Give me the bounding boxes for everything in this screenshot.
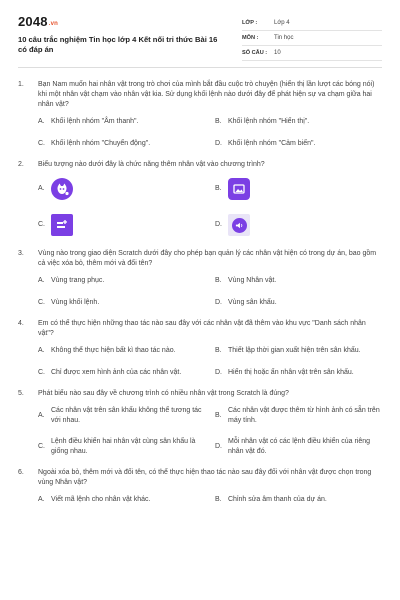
meta-row-count — [242, 46, 382, 61]
option-a[interactable] — [38, 117, 205, 127]
option-b[interactable] — [215, 177, 382, 201]
option-b[interactable] — [215, 117, 382, 127]
site-logo[interactable] — [18, 14, 218, 29]
option-label: A. — [38, 118, 45, 125]
option-label: C. — [38, 139, 45, 147]
option-text: Khối lệnh nhóm "Hiển thị". — [228, 118, 310, 125]
question-text: Em có thể thực hiện những thao tác nào sau đây với các nhân vật đã thêm vào khu vực "Danh sách nhân vật"? — [38, 320, 366, 337]
option-label: B. — [215, 185, 222, 193]
option-a[interactable] — [38, 406, 205, 425]
add-extension-icon — [51, 214, 73, 236]
worksheet-header — [18, 0, 382, 68]
option-label: D. — [215, 221, 222, 229]
question-3 — [18, 249, 382, 307]
question-text: Biểu tượng nào dưới đây là chức năng thêm nhân vật vào chương trình? — [38, 161, 265, 168]
answer-options — [18, 406, 382, 456]
question-text: Ngoài xóa bỏ, thêm mới và đổi tên, có thể thực hiện thao tác nào sau đây đối với nhân vật được chọn trong vùng Nhân vật? — [38, 469, 372, 486]
question-1 — [18, 80, 382, 148]
meta-row-grade — [242, 16, 382, 31]
question-2 — [18, 160, 382, 237]
meta-value: 10 — [274, 50, 281, 56]
question-number: 3. — [18, 250, 24, 257]
option-text: Viết mã lệnh cho nhân vật khác. — [51, 496, 151, 503]
meta-value: Lớp 4 — [274, 20, 290, 26]
option-label: B. — [215, 347, 222, 354]
option-label: B. — [215, 411, 222, 419]
option-d[interactable] — [215, 437, 382, 456]
option-c[interactable] — [38, 298, 205, 308]
logo-text: 2048 — [18, 14, 48, 29]
answer-options — [18, 495, 382, 505]
option-a[interactable] — [38, 177, 205, 201]
option-b[interactable] — [215, 406, 382, 425]
option-c[interactable] — [38, 139, 205, 149]
question-4 — [18, 319, 382, 377]
option-text: Vùng trang phục. — [51, 277, 105, 284]
question-number: 6. — [18, 469, 24, 476]
option-b[interactable] — [215, 276, 382, 286]
meta-key: SỐ CÂU : — [242, 50, 268, 56]
option-text: Khối lệnh nhóm "Cảm biến". — [228, 139, 316, 147]
question-number: 1. — [18, 81, 24, 88]
answer-options — [18, 276, 382, 307]
question-stem — [18, 389, 382, 399]
option-c[interactable] — [38, 213, 205, 237]
option-d[interactable] — [215, 213, 382, 237]
question-number: 4. — [18, 320, 24, 327]
image-answer-options — [18, 177, 382, 237]
meta-row-subject — [242, 31, 382, 46]
option-a[interactable] — [38, 276, 205, 286]
question-number: 5. — [18, 390, 24, 397]
option-label: A. — [38, 347, 45, 354]
question-list — [18, 68, 382, 505]
option-label: C. — [38, 442, 45, 450]
option-text: Thiết lập thời gian xuất hiện trên sân khấu. — [228, 347, 361, 354]
option-b[interactable] — [215, 346, 382, 356]
meta-table — [242, 16, 382, 67]
option-label: B. — [215, 118, 222, 125]
option-text: Chỉ được xem hình ảnh của các nhân vật. — [51, 368, 182, 376]
option-text: Lệnh điều khiển hai nhân vật cùng sân khấu là giống nhau. — [51, 438, 196, 455]
option-label: D. — [215, 139, 222, 147]
option-d[interactable] — [215, 139, 382, 149]
question-5 — [18, 389, 382, 456]
sound-speaker-icon — [228, 214, 250, 236]
cat-sprite-icon — [51, 178, 73, 200]
option-label: D. — [215, 368, 222, 376]
option-b[interactable] — [215, 495, 382, 505]
option-text: Các nhân vật trên sân khấu không thể tương tác với nhau. — [51, 407, 202, 424]
option-label: A. — [38, 277, 45, 284]
option-text: Chỉnh sửa âm thanh của dự án. — [228, 496, 327, 503]
question-stem — [18, 319, 382, 339]
option-text: Vùng khối lệnh. — [51, 298, 100, 306]
brand-block — [18, 14, 218, 67]
option-label: D. — [215, 442, 222, 450]
option-a[interactable] — [38, 346, 205, 356]
option-text: Các nhân vật được thêm từ hình ảnh có sẵn trên máy tính. — [228, 407, 380, 424]
question-stem — [18, 468, 382, 488]
option-text: Khối lệnh nhóm "Âm thanh". — [51, 118, 139, 125]
question-text: Bạn Nam muốn hai nhân vật trong trò chơi của mình bắt đầu cuộc trò chuyện (hiển thị lần lượt các bóng nói) khi một nhân vật chạm vào nhân vật kia. Sử dụng khối lệnh nào dưới đây để phát hiện sự va chạm giữa hai nhân vật? — [38, 81, 375, 108]
question-stem — [18, 80, 382, 110]
logo-suffix: .vn — [48, 21, 59, 27]
option-text: Hiển thị hoặc ẩn nhân vật trên sân khấu. — [228, 368, 354, 376]
option-d[interactable] — [215, 298, 382, 308]
option-label: C. — [38, 221, 45, 229]
option-text: Mỗi nhân vật có các lệnh điều khiển của riêng nhân vật đó. — [228, 438, 371, 455]
option-text: Vùng Nhân vật. — [228, 277, 277, 284]
option-label: B. — [215, 277, 222, 284]
question-stem — [18, 249, 382, 269]
option-label: C. — [38, 298, 45, 306]
answer-options — [18, 117, 382, 148]
option-label: A. — [38, 496, 45, 503]
document-title: 10 câu trắc nghiệm Tin học lớp 4 Kết nối tri thức Bài 16 có đáp án — [18, 35, 218, 54]
option-c[interactable] — [38, 437, 205, 456]
option-text: Không thể thực hiện bất kì thao tác nào. — [51, 347, 176, 354]
option-text: Vùng sân khấu. — [228, 298, 277, 306]
option-label: A. — [38, 411, 45, 419]
answer-options — [18, 346, 382, 377]
question-number: 2. — [18, 161, 24, 168]
option-a[interactable] — [38, 495, 205, 505]
question-stem — [18, 160, 382, 170]
question-6 — [18, 468, 382, 505]
option-label: C. — [38, 368, 45, 376]
option-text: Khối lệnh nhóm "Chuyển động". — [51, 139, 151, 147]
meta-key: MÔN : — [242, 35, 259, 41]
option-label: D. — [215, 298, 222, 306]
question-text: Phát biểu nào sau đây về chương trình có nhiều nhân vật trong Scratch là đúng? — [38, 390, 289, 397]
option-c[interactable] — [38, 368, 205, 378]
question-text: Vùng nào trong giao diện Scratch dưới đây cho phép bạn quản lý các nhân vật hiện có trong dự án, bao gồm cả việc xóa bỏ, thêm mới và đổi tên? — [38, 250, 377, 267]
option-label: A. — [38, 185, 45, 193]
option-d[interactable] — [215, 368, 382, 378]
meta-value: Tin học — [274, 35, 294, 41]
option-label: B. — [215, 496, 222, 503]
meta-key: LỚP : — [242, 20, 258, 26]
backdrop-image-icon — [228, 178, 250, 200]
